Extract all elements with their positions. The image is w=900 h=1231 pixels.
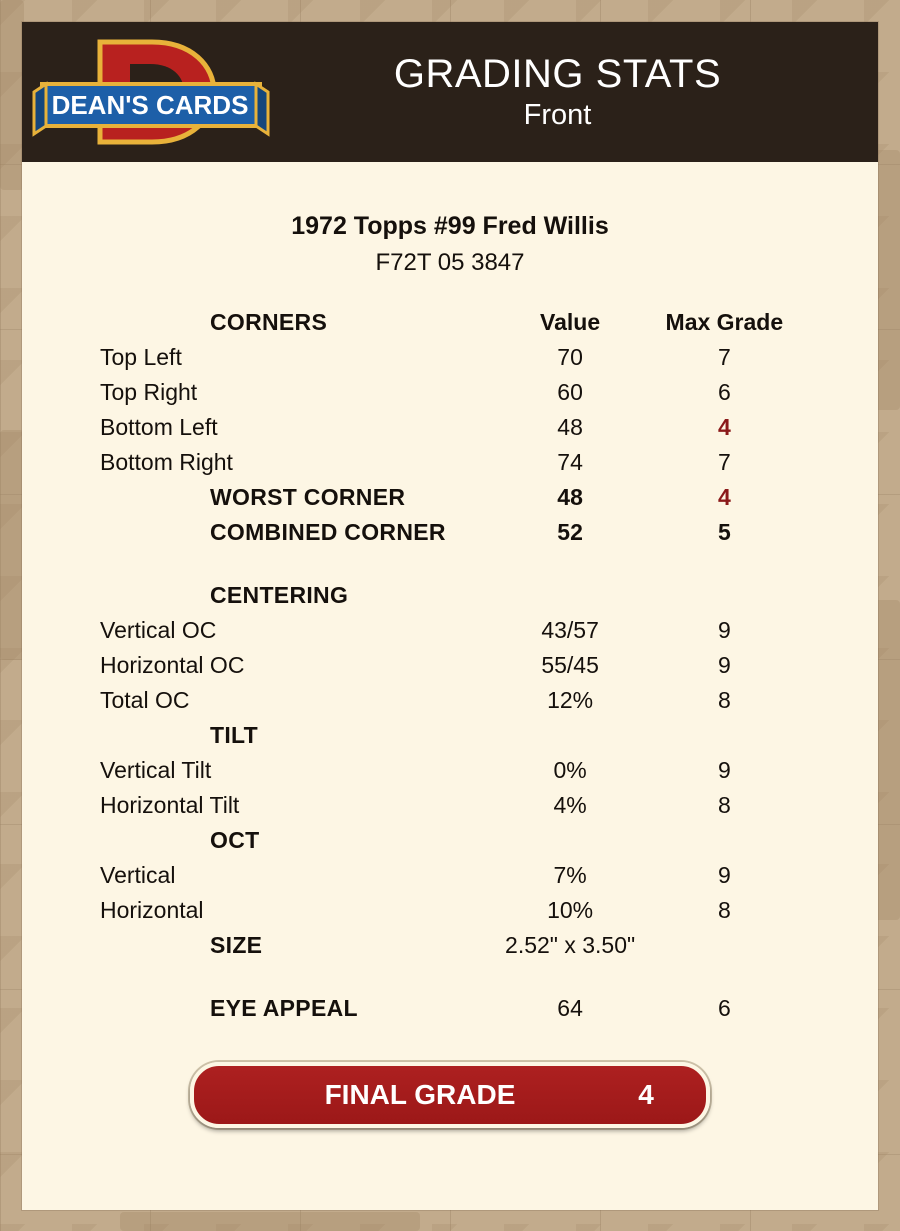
- table-header-row: [100, 305, 800, 340]
- final-grade-label: FINAL GRADE: [324, 1079, 516, 1110]
- max-grade-column-header: Max Grade: [665, 309, 784, 335]
- row-value: 43/57: [541, 617, 599, 643]
- table-row: [100, 683, 800, 718]
- row-grade: 7: [717, 344, 731, 370]
- combined-corner-grade: 5: [717, 519, 731, 545]
- table-row: [100, 613, 800, 648]
- row-value: 48: [557, 414, 583, 440]
- deans-cards-logo: [22, 22, 277, 162]
- background-blotch: [120, 1212, 420, 1231]
- centering-heading-row: [100, 578, 800, 613]
- row-grade: 8: [717, 687, 731, 713]
- stats-body: [22, 162, 878, 1128]
- corners-heading: CORNERS: [210, 309, 328, 335]
- row-value: 60: [557, 379, 583, 405]
- row-grade: 6: [717, 379, 731, 405]
- row-label: Bottom Right: [100, 449, 233, 475]
- grading-stats-table: [100, 305, 800, 1026]
- row-spacer: [100, 963, 800, 991]
- svg-text:DEAN'S CARDS: DEAN'S CARDS: [51, 90, 249, 120]
- row-value: 74: [557, 449, 583, 475]
- table-row: [100, 893, 800, 928]
- table-row: [100, 648, 800, 683]
- row-label: Bottom Left: [100, 414, 218, 440]
- eye-appeal-row: [100, 991, 800, 1026]
- size-value: 2.52" x 3.50": [505, 932, 636, 958]
- worst-corner-label: WORST CORNER: [210, 484, 406, 510]
- row-grade: 8: [717, 792, 731, 818]
- size-heading: SIZE: [210, 932, 263, 958]
- eye-appeal-grade: 6: [717, 995, 731, 1021]
- worst-corner-value: 48: [557, 484, 583, 510]
- row-grade: 8: [717, 897, 731, 923]
- row-value: 12%: [547, 687, 594, 713]
- row-label: Vertical OC: [100, 617, 217, 643]
- combined-corner-row: [100, 515, 800, 550]
- row-grade: 4: [717, 414, 731, 440]
- row-value: 70: [557, 344, 583, 370]
- row-spacer: [100, 550, 800, 578]
- eye-appeal-value: 64: [557, 995, 583, 1021]
- row-label: Horizontal Tilt: [100, 792, 240, 818]
- size-row: [100, 928, 800, 963]
- final-grade-container: [190, 1062, 710, 1128]
- row-grade: 9: [717, 757, 731, 783]
- row-value: 55/45: [541, 652, 599, 678]
- page-title: GRADING STATS: [393, 51, 722, 96]
- row-label: Top Right: [100, 379, 198, 405]
- row-grade: 9: [717, 617, 731, 643]
- tilt-heading: TILT: [210, 722, 259, 748]
- card-code: F72T 05 3847: [375, 249, 525, 276]
- combined-corner-label: COMBINED CORNER: [210, 519, 446, 545]
- header-title-group: [277, 53, 878, 132]
- worst-corner-row: [100, 480, 800, 515]
- oct-heading-row: [100, 823, 800, 858]
- row-grade: 9: [717, 652, 731, 678]
- table-row: [100, 375, 800, 410]
- row-grade: 7: [717, 449, 731, 475]
- table-row: [100, 340, 800, 375]
- table-row: [100, 410, 800, 445]
- final-grade-value: 4: [638, 1079, 654, 1110]
- row-label: Horizontal: [100, 897, 204, 923]
- row-label: Top Left: [100, 344, 182, 370]
- eye-appeal-heading: EYE APPEAL: [210, 995, 358, 1021]
- row-label: Horizontal OC: [100, 652, 245, 678]
- combined-corner-value: 52: [557, 519, 583, 545]
- value-column-header: Value: [540, 309, 601, 335]
- background-blotch: [0, 430, 24, 660]
- table-row: [100, 445, 800, 480]
- table-row: [100, 858, 800, 893]
- worst-corner-grade: 4: [717, 484, 731, 510]
- header-bar: [22, 22, 878, 162]
- row-value: 4%: [553, 792, 587, 818]
- row-label: Vertical Tilt: [100, 757, 212, 783]
- row-grade: 9: [717, 862, 731, 888]
- tilt-heading-row: [100, 718, 800, 753]
- row-value: 0%: [553, 757, 587, 783]
- final-grade-banner: [190, 1062, 710, 1128]
- card-title: 1972 Topps #99 Fred Willis: [291, 212, 609, 240]
- row-value: 10%: [547, 897, 594, 923]
- grading-stats-sheet: [22, 22, 878, 1210]
- table-row: [100, 788, 800, 823]
- row-label: Total OC: [100, 687, 190, 713]
- centering-heading: CENTERING: [210, 582, 349, 608]
- row-value: 7%: [553, 862, 587, 888]
- page-subtitle: Front: [523, 98, 592, 131]
- oct-heading: OCT: [210, 827, 260, 853]
- table-row: [100, 753, 800, 788]
- background-blotch: [0, 0, 24, 190]
- row-label: Vertical: [100, 862, 176, 888]
